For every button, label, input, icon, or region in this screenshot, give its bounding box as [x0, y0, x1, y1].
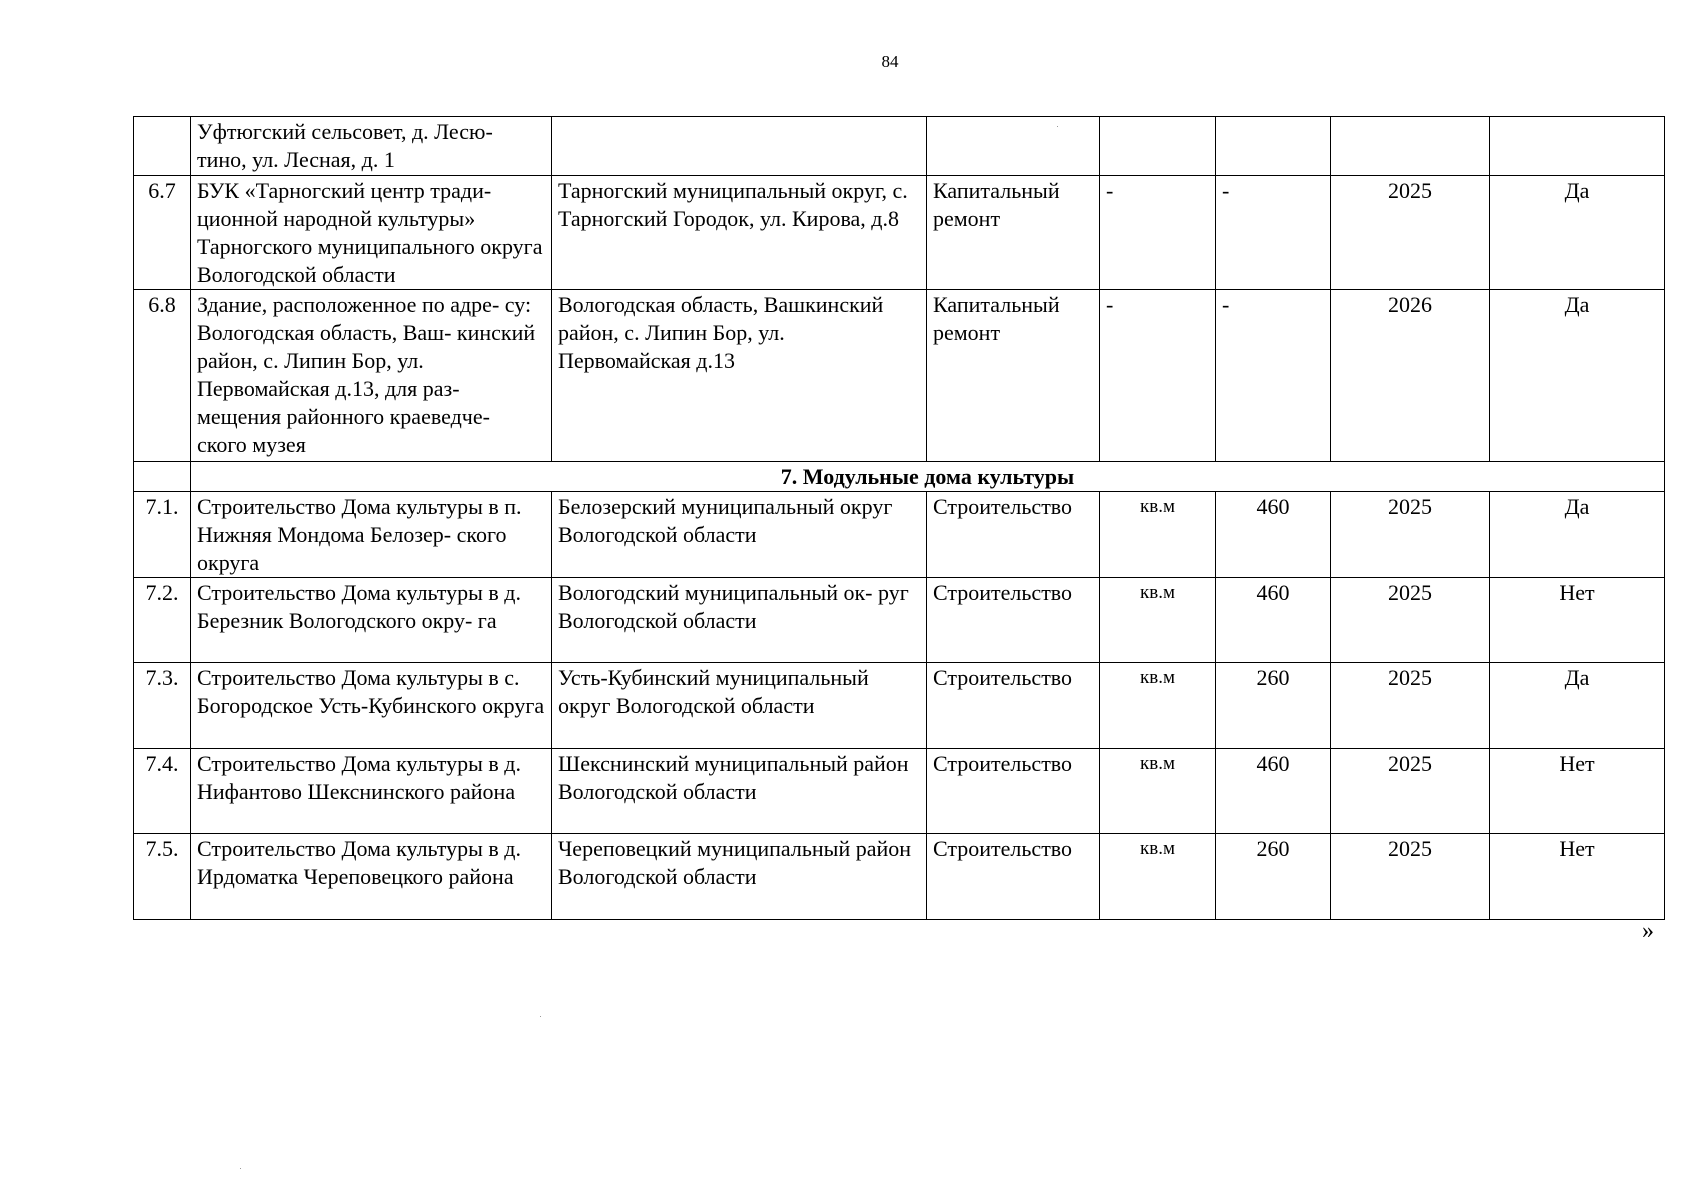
flag-cell — [1490, 117, 1665, 176]
quantity-cell: 460 — [1216, 578, 1331, 663]
object-name-cell: БУК «Тарногский центр тради- ционной народной культуры» Тарногского муниципального округа Вологодской области — [191, 176, 552, 290]
flag-cell: Нет — [1490, 834, 1665, 920]
address-cell: Череповецкий муниципальный район Вологодской области — [552, 834, 927, 920]
unit-cell: кв.м — [1100, 834, 1216, 920]
year-cell: 2025 — [1331, 834, 1490, 920]
table-row — [134, 176, 1665, 290]
work-type-cell: Строительство — [927, 834, 1100, 920]
work-type-cell: Капитальный ремонт — [927, 290, 1100, 462]
object-name-cell: Строительство Дома культуры в п. Нижняя Мондома Белозер- ского округа — [191, 492, 552, 578]
work-type-cell: Строительство — [927, 578, 1100, 663]
section-title: 7. Модульные дома культуры — [191, 462, 1665, 492]
table-row — [134, 117, 1665, 176]
quantity-cell: 260 — [1216, 834, 1331, 920]
flag-cell: Да — [1490, 290, 1665, 462]
page-number: 84 — [881, 52, 899, 71]
flag-cell: Да — [1490, 176, 1665, 290]
address-cell: Усть-Кубинский муниципальный округ Вологодской области — [552, 663, 927, 749]
quantity-cell: - — [1216, 176, 1331, 290]
closing-quote: » — [1642, 918, 1654, 944]
flag-cell: Да — [1490, 663, 1665, 749]
table-row — [134, 834, 1665, 920]
scan-speck — [540, 1016, 541, 1017]
scan-speck — [1057, 126, 1058, 127]
quantity-cell: 460 — [1216, 749, 1331, 834]
row-number: 7.4. — [134, 749, 191, 834]
row-number: 7.2. — [134, 578, 191, 663]
object-name-cell: Строительство Дома культуры в д. Березник Вологодского окру- га — [191, 578, 552, 663]
row-number: 6.8 — [134, 290, 191, 462]
quantity-cell: 460 — [1216, 492, 1331, 578]
table-row — [134, 663, 1665, 749]
quantity-cell: - — [1216, 290, 1331, 462]
flag-cell: Да — [1490, 492, 1665, 578]
scan-speck — [240, 1168, 241, 1169]
quantity-cell — [1216, 117, 1331, 176]
year-cell: 2025 — [1331, 749, 1490, 834]
address-cell: Вологодский муниципальный ок- руг Вологодской области — [552, 578, 927, 663]
flag-cell: Нет — [1490, 578, 1665, 663]
section-header-row — [134, 462, 1665, 492]
table-row — [134, 578, 1665, 663]
unit-cell: кв.м — [1100, 492, 1216, 578]
work-type-cell: Строительство — [927, 492, 1100, 578]
table-body — [134, 117, 1665, 920]
address-cell: Вологодская область, Вашкинский район, с. Липин Бор, ул. Первомайская д.13 — [552, 290, 927, 462]
object-name-cell: Строительство Дома культуры в д. Ирдоматка Череповецкого района — [191, 834, 552, 920]
unit-cell: кв.м — [1100, 749, 1216, 834]
row-number: 6.7 — [134, 176, 191, 290]
table-row — [134, 749, 1665, 834]
year-cell: 2025 — [1331, 176, 1490, 290]
year-cell: 2025 — [1331, 492, 1490, 578]
table-row — [134, 290, 1665, 462]
address-cell — [552, 117, 927, 176]
quantity-cell: 260 — [1216, 663, 1331, 749]
year-cell: 2026 — [1331, 290, 1490, 462]
row-number — [134, 462, 191, 492]
year-cell — [1331, 117, 1490, 176]
address-cell: Шекснинский муниципальный район Вологодской области — [552, 749, 927, 834]
work-type-cell: Строительство — [927, 749, 1100, 834]
unit-cell: - — [1100, 290, 1216, 462]
unit-cell: кв.м — [1100, 578, 1216, 663]
object-name-cell: Строительство Дома культуры в д. Нифантово Шекснинского района — [191, 749, 552, 834]
unit-cell: кв.м — [1100, 663, 1216, 749]
address-cell: Белозерский муниципальный округ Вологодской области — [552, 492, 927, 578]
row-number: 7.5. — [134, 834, 191, 920]
object-name-cell: Уфтюгский сельсовет, д. Лесю- тино, ул. Лесная, д. 1 — [191, 117, 552, 176]
year-cell: 2025 — [1331, 663, 1490, 749]
flag-cell: Нет — [1490, 749, 1665, 834]
object-name-cell: Здание, расположенное по адре- су: Вологодская область, Ваш- кинский район, с. Липин Бор, ул. Первомайская д.13, для раз- мещения районного краеведче- ского музея — [191, 290, 552, 462]
unit-cell — [1100, 117, 1216, 176]
row-number: 7.1. — [134, 492, 191, 578]
document-table — [133, 116, 1665, 920]
work-type-cell: Строительство — [927, 663, 1100, 749]
unit-cell: - — [1100, 176, 1216, 290]
object-name-cell: Строительство Дома культуры в с. Богородское Усть-Кубинского округа — [191, 663, 552, 749]
work-type-cell: Капитальный ремонт — [927, 176, 1100, 290]
work-type-cell — [927, 117, 1100, 176]
row-number: 7.3. — [134, 663, 191, 749]
table-row — [134, 492, 1665, 578]
row-number — [134, 117, 191, 176]
year-cell: 2025 — [1331, 578, 1490, 663]
address-cell: Тарногский муниципальный округ, с. Тарногский Городок, ул. Кирова, д.8 — [552, 176, 927, 290]
